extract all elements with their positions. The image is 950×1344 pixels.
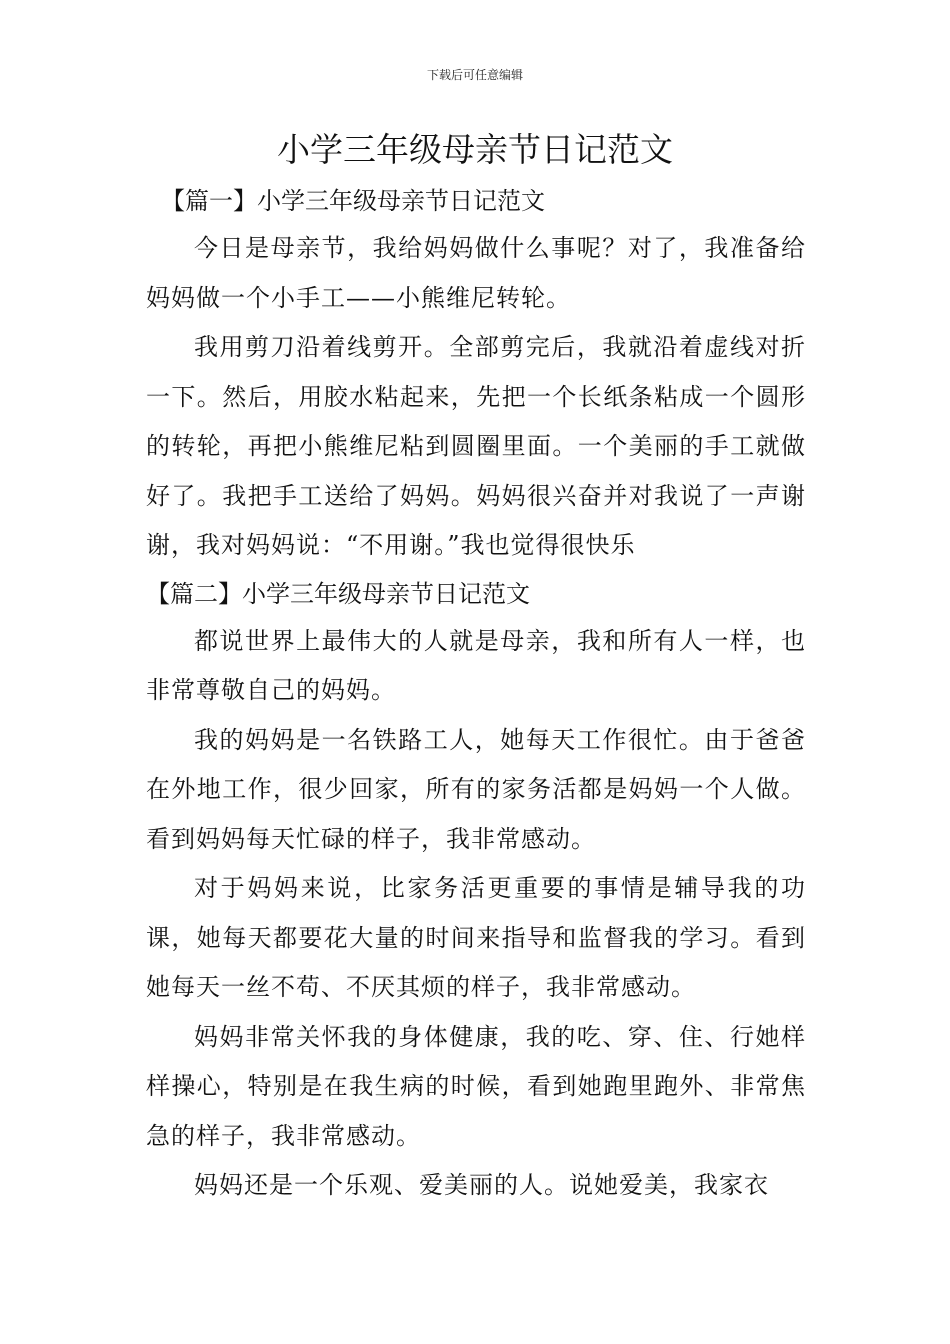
section-1	[146, 178, 806, 571]
section-heading: 【篇一】小学三年级母亲节日记范文	[161, 187, 545, 215]
section-heading: 【篇二】小学三年级母亲节日记范文	[146, 579, 530, 608]
section-2	[146, 571, 806, 1211]
paragraph: 对于妈妈来说，比家务活更重要的事情是辅导我的功课，她每天都要花大量的时间来指导和监督我的学习。看到她每天一丝不苟、不厌其烦的样子，我非常感动。	[146, 874, 806, 1001]
document-body	[146, 178, 806, 1211]
paragraph: 妈妈还是一个乐观、爱美丽的人。说她爱美，我家衣	[194, 1171, 769, 1199]
paragraph: 我用剪刀沿着线剪开。全部剪完后，我就沿着虚线对折一下。然后，用胶水粘起来，先把一个长纸条粘成一个圆形的转轮，再把小熊维尼粘到圆圈里面。一个美丽的手工就做好了。我把手工送给了妈妈。妈妈很兴奋并对我说了一声谢谢，我对妈妈说：“不用谢。”我也觉得很快乐	[146, 333, 806, 559]
paragraph: 都说世界上最伟大的人就是母亲，我和所有人一样，也非常尊敬自己的妈妈。	[146, 626, 806, 704]
document-title: 小学三年级母亲节日记范文	[277, 130, 673, 169]
paragraph: 妈妈非常关怀我的身体健康，我的吃、穿、住、行她样样操心，特别是在我生病的时候，看到她跑里跑外、非常焦急的样子，我非常感动。	[146, 1022, 806, 1150]
paragraph: 今日是母亲节，我给妈妈做什么事呢？对了，我准备给妈妈做一个小手工——小熊维尼转轮。	[146, 234, 806, 312]
paragraph: 我的妈妈是一名铁路工人，她每天工作很忙。由于爸爸在外地工作，很少回家，所有的家务活都是妈妈一个人做。看到妈妈每天忙碌的样子，我非常感动。	[146, 725, 806, 853]
header-note: 下载后可任意编辑	[426, 68, 523, 82]
